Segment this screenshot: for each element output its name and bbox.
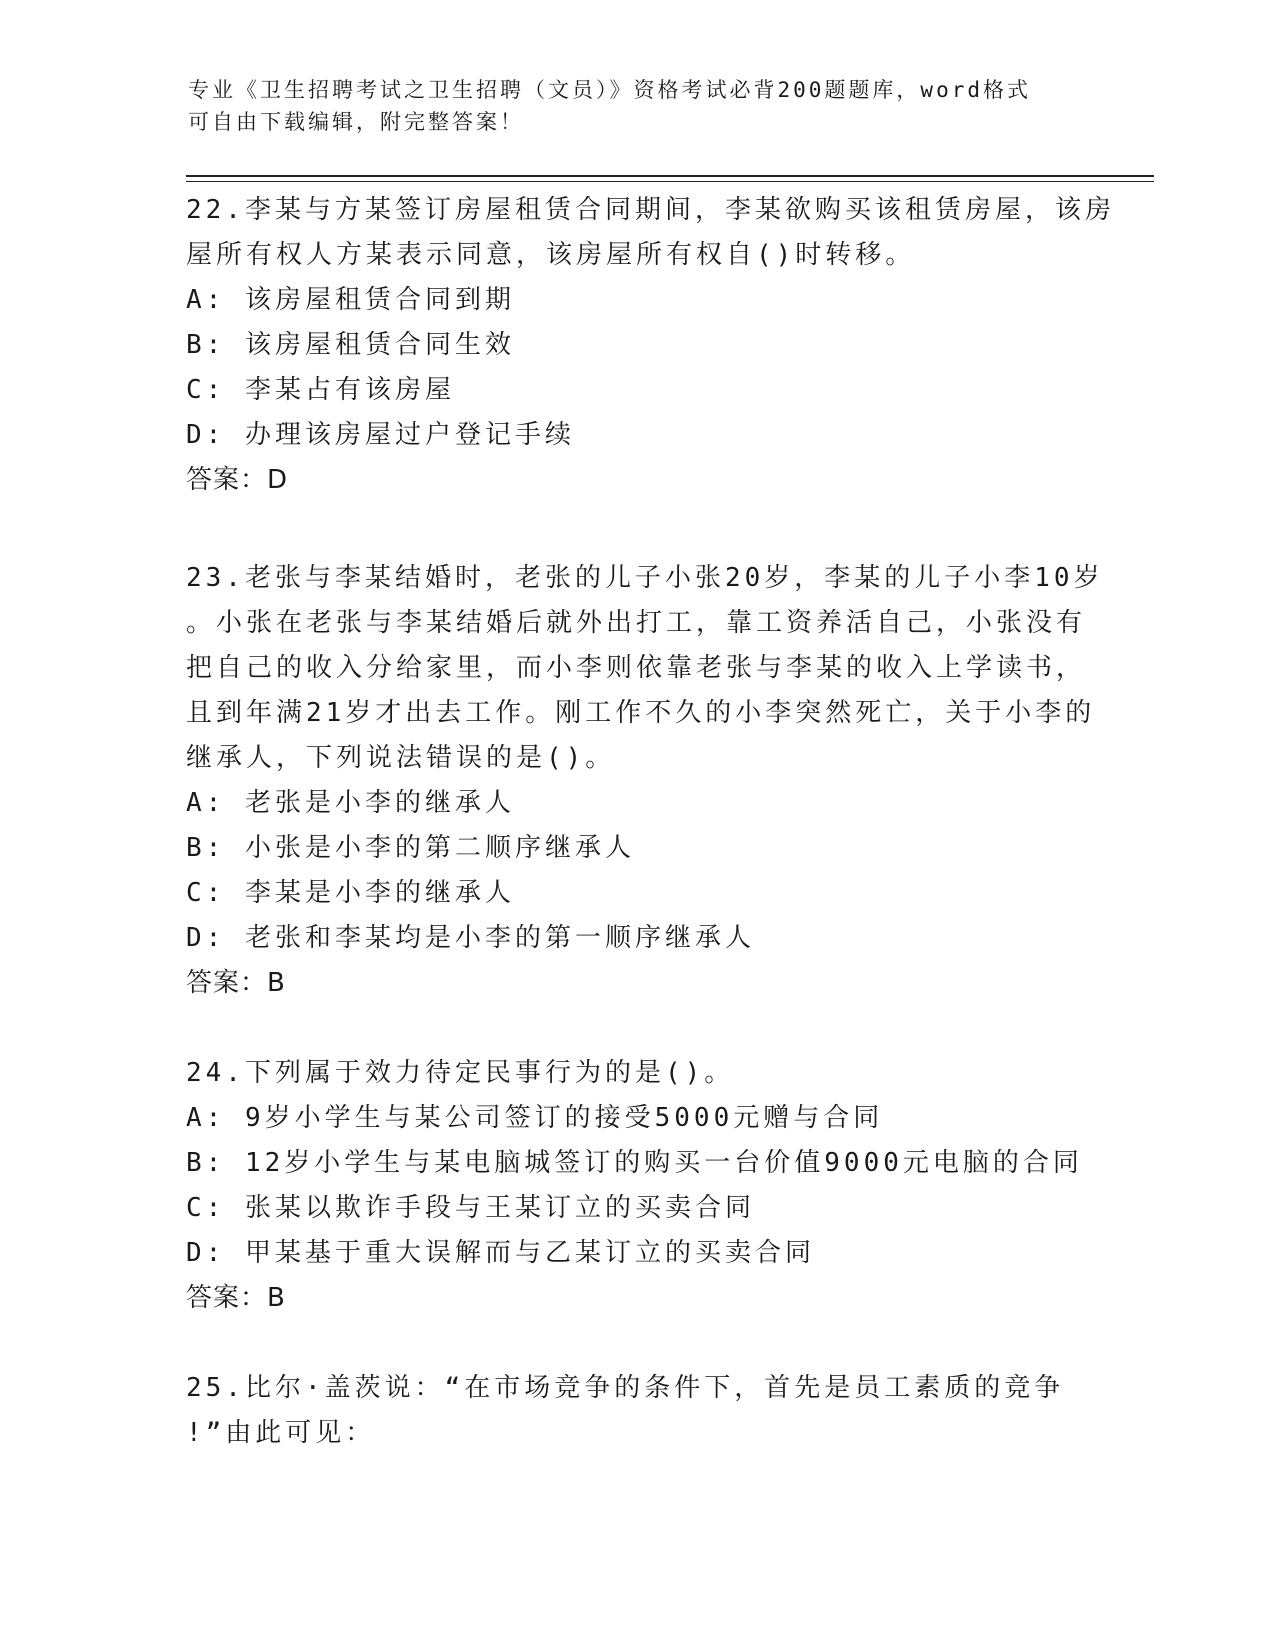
question-stem-line: 屋所有权人方某表示同意，该房屋所有权自()时转移。 xyxy=(186,240,916,270)
answer-line: 答案：B xyxy=(186,968,286,998)
option-a: A: 该房屋租赁合同到期 xyxy=(186,285,515,315)
header-line-1: 专业《卫生招聘考试之卫生招聘（文员）》资格考试必背200题题库，word格式 xyxy=(188,78,1031,102)
question-stem-line: !”由此可见： xyxy=(186,1418,376,1448)
option-b: B: 12岁小学生与某电脑城签订的购买一台价值9000元电脑的合同 xyxy=(186,1148,1083,1178)
question-stem-line: 且到年满21岁才出去工作。刚工作不久的小李突然死亡，关于小李的 xyxy=(186,698,1096,728)
header-line-2: 可自由下载编辑，附完整答案！ xyxy=(188,110,524,134)
question-stem-line: 23.老张与李某结婚时，老张的儿子小张20岁，李某的儿子小李10岁 xyxy=(186,563,1104,593)
document-header xyxy=(188,74,1068,138)
header-divider-thin xyxy=(186,181,1154,182)
question-stem-line: 把自己的收入分给家里，而小李则依靠老张与李某的收入上学读书， xyxy=(186,653,1087,683)
question-stem-line: 。小张在老张与李某结婚后就外出打工，靠工资养活自己，小张没有 xyxy=(186,608,1087,638)
question-stem-line: 24.下列属于效力待定民事行为的是()。 xyxy=(186,1058,735,1088)
option-b: B: 该房屋租赁合同生效 xyxy=(186,330,515,360)
question-stem-line: 22.李某与方某签订房屋租赁合同期间，李某欲购买该租赁房屋，该房 xyxy=(186,195,1115,225)
question-22 xyxy=(186,188,1115,503)
answer-line: 答案：B xyxy=(186,1283,286,1313)
option-d: D: 办理该房屋过户登记手续 xyxy=(186,420,575,450)
option-c: C: 李某是小李的继承人 xyxy=(186,878,515,908)
option-d: D: 老张和李某均是小李的第一顺序继承人 xyxy=(186,923,755,953)
question-23 xyxy=(186,556,1104,1006)
question-25 xyxy=(186,1366,1086,1456)
option-a: A: 老张是小李的继承人 xyxy=(186,788,515,818)
option-d: D: 甲某基于重大误解而与乙某订立的买卖合同 xyxy=(186,1238,815,1268)
question-stem-line: 继承人，下列说法错误的是()。 xyxy=(186,743,616,773)
option-c: C: 李某占有该房屋 xyxy=(186,375,455,405)
option-c: C: 张某以欺诈手段与王某订立的买卖合同 xyxy=(186,1193,755,1223)
question-24 xyxy=(186,1051,1086,1321)
header-divider-thick xyxy=(186,175,1154,177)
question-stem-line: 25.比尔·盖茨说：“在市场竞争的条件下，首先是员工素质的竞争 xyxy=(186,1373,1065,1403)
option-a: A: 9岁小学生与某公司签订的接受5000元赠与合同 xyxy=(186,1103,884,1133)
option-b: B: 小张是小李的第二顺序继承人 xyxy=(186,833,635,863)
answer-line: 答案：D xyxy=(186,465,289,495)
